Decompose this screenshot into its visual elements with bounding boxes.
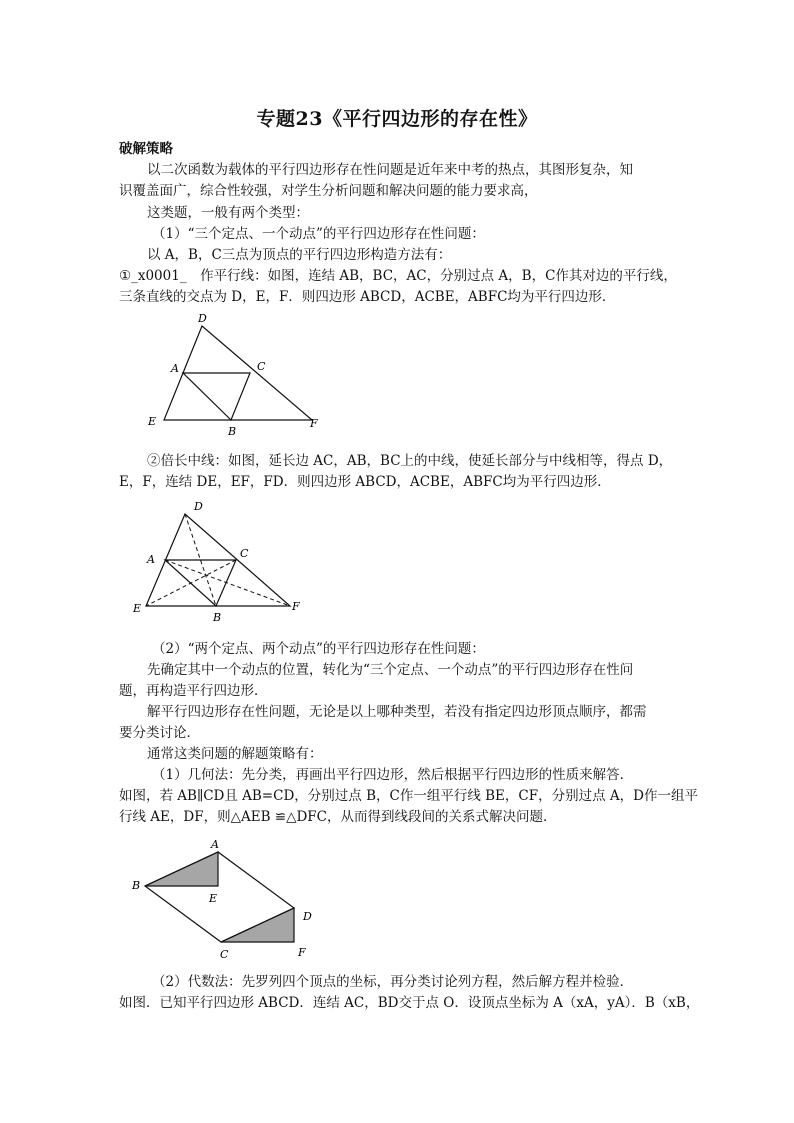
method-2-line-2: E，F，连结 DE，EF，FD．则四边形 ABCD，ACBE，ABFC均为平行四边形． bbox=[119, 474, 611, 490]
strategy-2-line-2: 如图．已知平行四边形 ABCD．连结 AC，BD交于点 O．设顶点坐标为 A（xA，yA）．B（xB， bbox=[119, 995, 700, 1011]
fig2-label-d: D bbox=[194, 500, 203, 513]
fig2-label-f: F bbox=[292, 600, 300, 613]
method-1-line-1: ①_x0001_ 作平行线：如图，连结 AB，BC，AC，分别过点 A，B，C作其对边的平行线， bbox=[119, 268, 677, 284]
type-2-line-1: 先确定其中一个动点的位置，转化为“三个定点、一个动点”的平行四边形存在性问 bbox=[147, 662, 634, 678]
section-heading: 破解策略 bbox=[119, 141, 173, 157]
fig1-label-a: A bbox=[171, 362, 179, 375]
method-2-line-1: ②倍长中线：如图，延长边 AC，AB，BC上的中线，使延长部分与中线相等，得点 D， bbox=[147, 453, 673, 469]
fig3-label-b: B bbox=[132, 879, 141, 892]
inner-triangle-abc bbox=[183, 373, 250, 420]
fig1-label-b: B bbox=[228, 425, 237, 438]
type-1-intro: 以 A，B，C三点为顶点的平行四边形构造方法有： bbox=[147, 247, 452, 263]
paragraph-types: 这类题，一般有两个类型： bbox=[147, 205, 309, 221]
inner-triangle-abc bbox=[165, 560, 236, 606]
fig1-label-e: E bbox=[148, 415, 157, 428]
paragraph-intro-line-2: 识覆盖面广，综合性较强，对学生分析问题和解决问题的能力要求高， bbox=[119, 183, 538, 199]
figure-geometric-method bbox=[128, 836, 328, 966]
type-2-line-2: 题，再构造平行四边形． bbox=[119, 683, 268, 699]
fig2-label-c: C bbox=[240, 547, 249, 560]
fig3-label-d: D bbox=[303, 910, 312, 923]
classification-line-1: 解平行四边形存在性问题，无论是以上哪种类型，若没有指定四边形顶点顺序，都需 bbox=[147, 704, 647, 720]
classification-line-2: 要分类讨论． bbox=[119, 725, 200, 741]
type-1-heading: （1）“三个定点、一个动点”的平行四边形存在性问题： bbox=[152, 226, 485, 242]
median-line-2 bbox=[146, 560, 236, 606]
fig1-label-d: D bbox=[198, 312, 207, 325]
fig1-label-c: C bbox=[257, 360, 266, 373]
figure-parallel-lines bbox=[140, 310, 340, 440]
strategy-1-line-2: 如图，若 AB∥CD且 AB=CD，分别过点 B，C作一组平行线 BE，CF，分别过点 A，D作一组平 bbox=[119, 788, 698, 804]
median-line-3 bbox=[165, 560, 290, 606]
method-1-line-2: 三条直线的交点为 D，E，F．则四边形 ABCD，ACBE，ABFC均为平行四边形． bbox=[119, 289, 616, 305]
fig2-label-a: A bbox=[147, 553, 155, 566]
fig3-label-c: C bbox=[220, 948, 229, 961]
strategy-intro: 通常这类问题的解题策略有： bbox=[147, 746, 323, 762]
strategy-1-heading: （1）几何法：先分类，再画出平行四边形，然后根据平行四边形的性质来解答． bbox=[152, 767, 634, 783]
type-2-heading: （2）“两个定点、两个动点”的平行四边形存在性问题： bbox=[152, 641, 485, 657]
fig2-label-b: B bbox=[213, 611, 222, 624]
figure-double-median bbox=[130, 500, 330, 625]
page-title: 专题23《平行四边形的存在性》 bbox=[256, 108, 538, 130]
strategy-2-heading: （2）代数法：先罗列四个顶点的坐标，再分类讨论列方程，然后解方程并检验． bbox=[152, 974, 634, 990]
strategy-1-line-3: 行线 AE，DF，则△AEB ≌△DFC，从而得到线段间的关系式解决问题． bbox=[119, 809, 557, 825]
fig3-label-f: F bbox=[298, 946, 306, 959]
paragraph-intro-line-1: 以二次函数为载体的平行四边形存在性问题是近年来中考的热点，其图形复杂，知 bbox=[147, 162, 633, 178]
fig3-label-e: E bbox=[209, 892, 218, 905]
fig3-label-a: A bbox=[211, 838, 219, 851]
fig1-label-f: F bbox=[310, 417, 318, 430]
fig2-label-e: E bbox=[133, 602, 142, 615]
